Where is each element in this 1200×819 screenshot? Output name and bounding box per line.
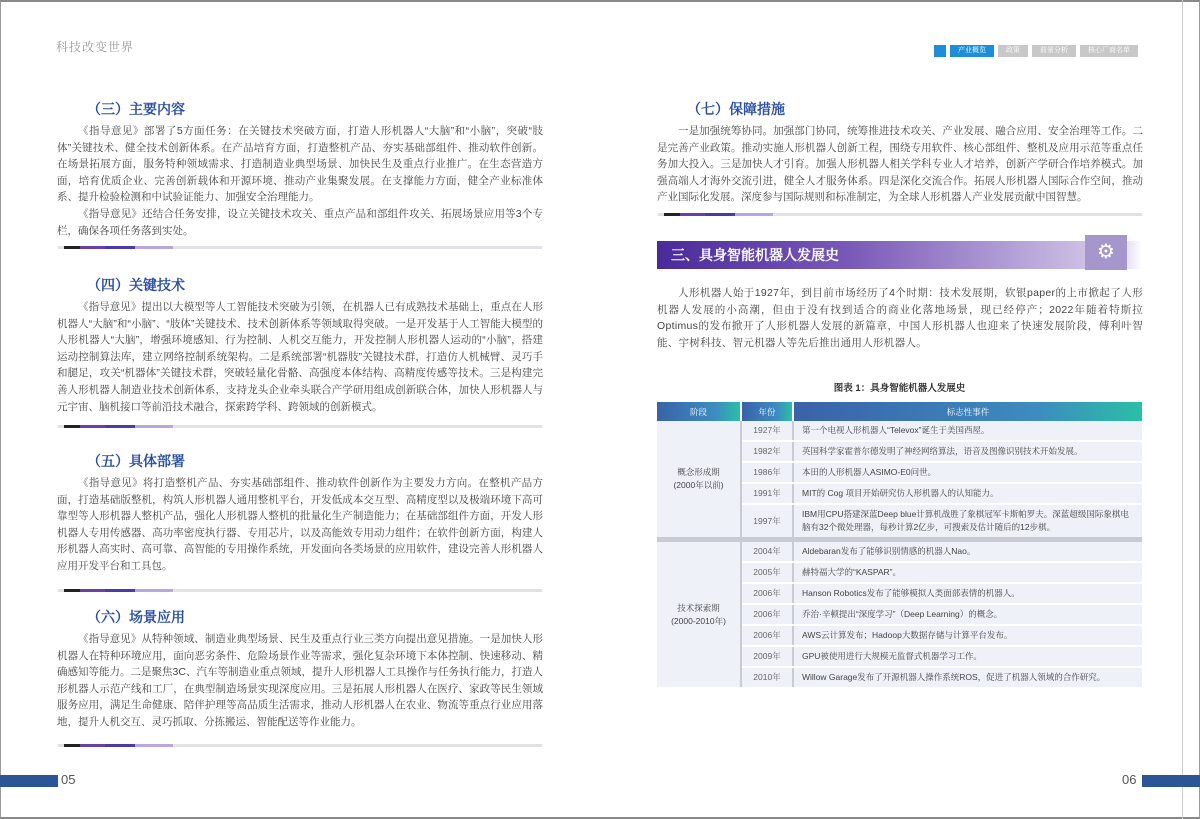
column-header: 标志性事件 [793,402,1142,421]
event-cell: Aldebaran发布了能够识别情感的机器人Nao。 [793,540,1142,563]
nav-tab-policy[interactable]: 政策 [998,45,1028,57]
gears-icon: ⚙ [1085,235,1127,270]
page-edge [1182,0,1183,819]
year-cell: 1927年 [741,421,793,441]
column-header: 年份 [741,402,793,421]
section-nav [934,45,1138,57]
magazine-title: 科技改变世界 [56,40,135,54]
nav-tab-vendors[interactable]: 核心厂商名单 [1080,45,1138,57]
section-heading: （四）关键技术 [87,277,185,293]
page-bar-left [0,775,58,787]
section-heading: （五）具体部署 [87,453,185,469]
section-heading: （三）主要内容 [87,101,185,117]
year-cell: 2009年 [741,646,793,667]
section-safeguards [657,99,1143,206]
year-cell: 2005年 [741,562,793,583]
section-divider [58,589,542,592]
event-cell: 乔治·辛顿提出“深度学习”（Deep Learning）的概念。 [793,604,1142,625]
paragraph: 《指导意见》部署了5方面任务：在关键技术突破方面，打造人形机器人“大脑”和“小脑”，突破“肢体”关键技术、健全技术创新体系。在产品培育方面，打造整机产品、夯实基础部组件、推动软件创新。在场景拓展方面，服务特种领域需求、打造制造业典型场景、加快民生及重点行业推广。在生态营造方面，培育优质企业、完善创新载体和开源环境、推动产业集聚发展。在支撑能力方面，健全产业标准体系、提升检验检测和中试验证能力、加强安全治理能力。 [57,125,543,204]
section-divider [58,246,542,249]
paragraph: 一是加强统筹协同。加强部门协同，统筹推进技术攻关、产业发展、融合应用、安全治理等工作。二是完善产业政策。推动实施人形机器人创新工程，围绕专用软件、核心部组件、整机及应用示范等重点任务加大投入。三是加快人才引育。加强人形机器人相关学科专业人才培养，创新产学研合作培养模式。加强高端人才海外交流引进，健全人才服务体系。四是深化交流合作。拓展人形机器人国际合作空间，推动产业国际化发展。深度参与国际规则和标准制定，为全球人形机器人产业发展贡献中国智慧。 [657,125,1143,204]
event-cell: 英国科学家霍普尔德发明了神经网络算法，语音及图像识别技术开始发展。 [793,441,1142,462]
year-cell: 2010年 [741,667,793,688]
nav-tab-outlook[interactable]: 前景分析 [1032,45,1076,57]
section-deployment [57,451,543,575]
section-intro [657,285,1143,351]
history-table [657,402,1142,689]
paragraph: 人形机器人始于1927年，到目前市场经历了4个时期：技术发展期，软银paper的上市掀起了人形机器人发展的小高潮，但由于没有找到适合的商业化落地场景，现已经停产；2022年随着特斯拉Optimus的发布掀开了人形机器人发展的新篇章，中国人形机器人也迎来了快速发展阶段，傅利叶智能、宇树科技、智元机器人等先后推出通用人形机器人。 [657,287,1143,349]
page-number: 05 [61,772,76,787]
section-divider [658,213,1142,216]
event-cell: Willow Garage发布了开源机器人操作系统ROS，促进了机器人领域的合作研究。 [793,667,1142,688]
event-cell: IBM用CPU搭建深蓝Deep blue计算机战胜了象棋冠军卡斯帕罗夫。深蓝超级国际象棋电脑有32个微处理器，每秒计算2亿步，可搜索及估计随后的12步棋。 [793,504,1142,540]
event-cell: GPU被使用进行大规模无监督式机器学习工作。 [793,646,1142,667]
table-row [657,540,1142,563]
event-cell: 本田的人形机器人ASIMO-E0问世。 [793,462,1142,483]
year-cell: 1982年 [741,441,793,462]
event-cell: AWS云计算发布；Hadoop大数据存储与计算平台发布。 [793,625,1142,646]
year-cell: 1986年 [741,462,793,483]
event-cell: 赫特福大学的“KASPAR”。 [793,562,1142,583]
event-cell: MIT的 Cog 项目开始研究仿人形机器人的认知能力。 [793,483,1142,504]
year-cell: 1991年 [741,483,793,504]
paragraph: 《指导意见》将打造整机产品、夯实基础部组件、推动软件创新作为主要发力方向。在整机产品方面，打造基础版整机，构筑人形机器人通用整机平台，开发低成本交互型、高精度型以及极端环境下高可靠型等人形机器人整机产品，强化人形机器人整机的批量化生产制造能力；在基础部组件方面，开发人形机器人专用传感器、高功率密度执行器、专用芯片，以及高能效专用动力组件；在软件创新方面，构建人形机器人高实时、高可靠、高智能的专用操作系统，开发面向各类场景的应用软件，建设完善人形机器人应用开发平台和工具包。 [57,477,543,572]
page-number: 06 [1122,772,1137,787]
page-bar-right [1142,775,1200,787]
year-cell: 2006年 [741,604,793,625]
year-cell: 2004年 [741,540,793,563]
section-heading: （七）保障措施 [687,101,785,117]
section-main-content [57,99,543,239]
column-header: 阶段 [657,402,741,421]
paragraph: 《指导意见》从特种领域、制造业典型场景、民生及重点行业三类方向提出意见措施。一是加快人形机器人在特种环境应用，面向恶劣条件、危险场景作业等需求，强化复杂环境下本体控制、快速移动、精确感知等能力。二是聚焦3C、汽车等制造业重点领域，提升人形机器人工具操作与任务执行能力，打造人形机器人示范产线和工厂，在典型制造场景实现深度应用。三是拓展人形机器人在医疗、家政等民生领域服务应用，满足生命健康、陪伴护理等高品质生活需求，推动人形机器人在农业、物流等重点行业应用落地，提升人机交互、灵巧抓取、分拣搬运、智能配送等作业能力。 [57,633,543,728]
book-icon [934,45,946,57]
event-cell: Hanson Robotics发布了能够模拟人类面部表情的机器人。 [793,583,1142,604]
table-caption: 图表 1：具身智能机器人发展史 [833,383,966,394]
table-row [657,421,1142,441]
chapter-banner: 三、具身智能机器人发展史 [657,241,1142,269]
year-cell: 1997年 [741,504,793,540]
nav-tab-overview[interactable]: 产业概览 [950,45,994,57]
paragraph: 《指导意见》提出以大模型等人工智能技术突破为引领，在机器人已有成熟技术基础上，重点在人形机器人“大脑”和“小脑”、“肢体”关键技术、技术创新体系等领域取得突破。一是开发基于人工智能大模型的人形机器人“大脑”，增强环境感知、行为控制、人机交互能力，开发控制人形机器人运动的“小脑”，搭建运动控制算法库，建立网络控制系统架构。二是系统部署“机器肢”关键技术群，打造仿人机械臂、灵巧手和腿足，攻关“机器体”关键技术群，突破轻量化骨骼、高强度本体结构、高精度传感等技术。三是构建完善人形机器人制造业技术创新体系，支持龙头企业牵头联合产学研用组成创新联合体，加快人形机器人与元宇宙、脑机接口等前沿技术融合，探索跨学科、跨领域的创新模式。 [57,301,543,413]
stage-cell: 概念形成期 (2000年以前) [657,421,741,540]
section-applications [57,607,543,731]
year-cell: 2006年 [741,583,793,604]
section-heading: （六）场景应用 [87,609,185,625]
event-cell: 第一个电视人形机器人“Televox”诞生于美国西屋。 [793,421,1142,441]
year-cell: 2006年 [741,625,793,646]
section-key-tech [57,275,543,415]
section-divider [58,744,542,747]
paragraph: 《指导意见》还结合任务安排，设立关键技术攻关、重点产品和部组件攻关、拓展场景应用等3个专栏，确保各项任务落到实处。 [57,207,543,237]
section-divider [58,425,542,428]
stage-cell: 技术探索期 (2000-2010年) [657,540,741,689]
